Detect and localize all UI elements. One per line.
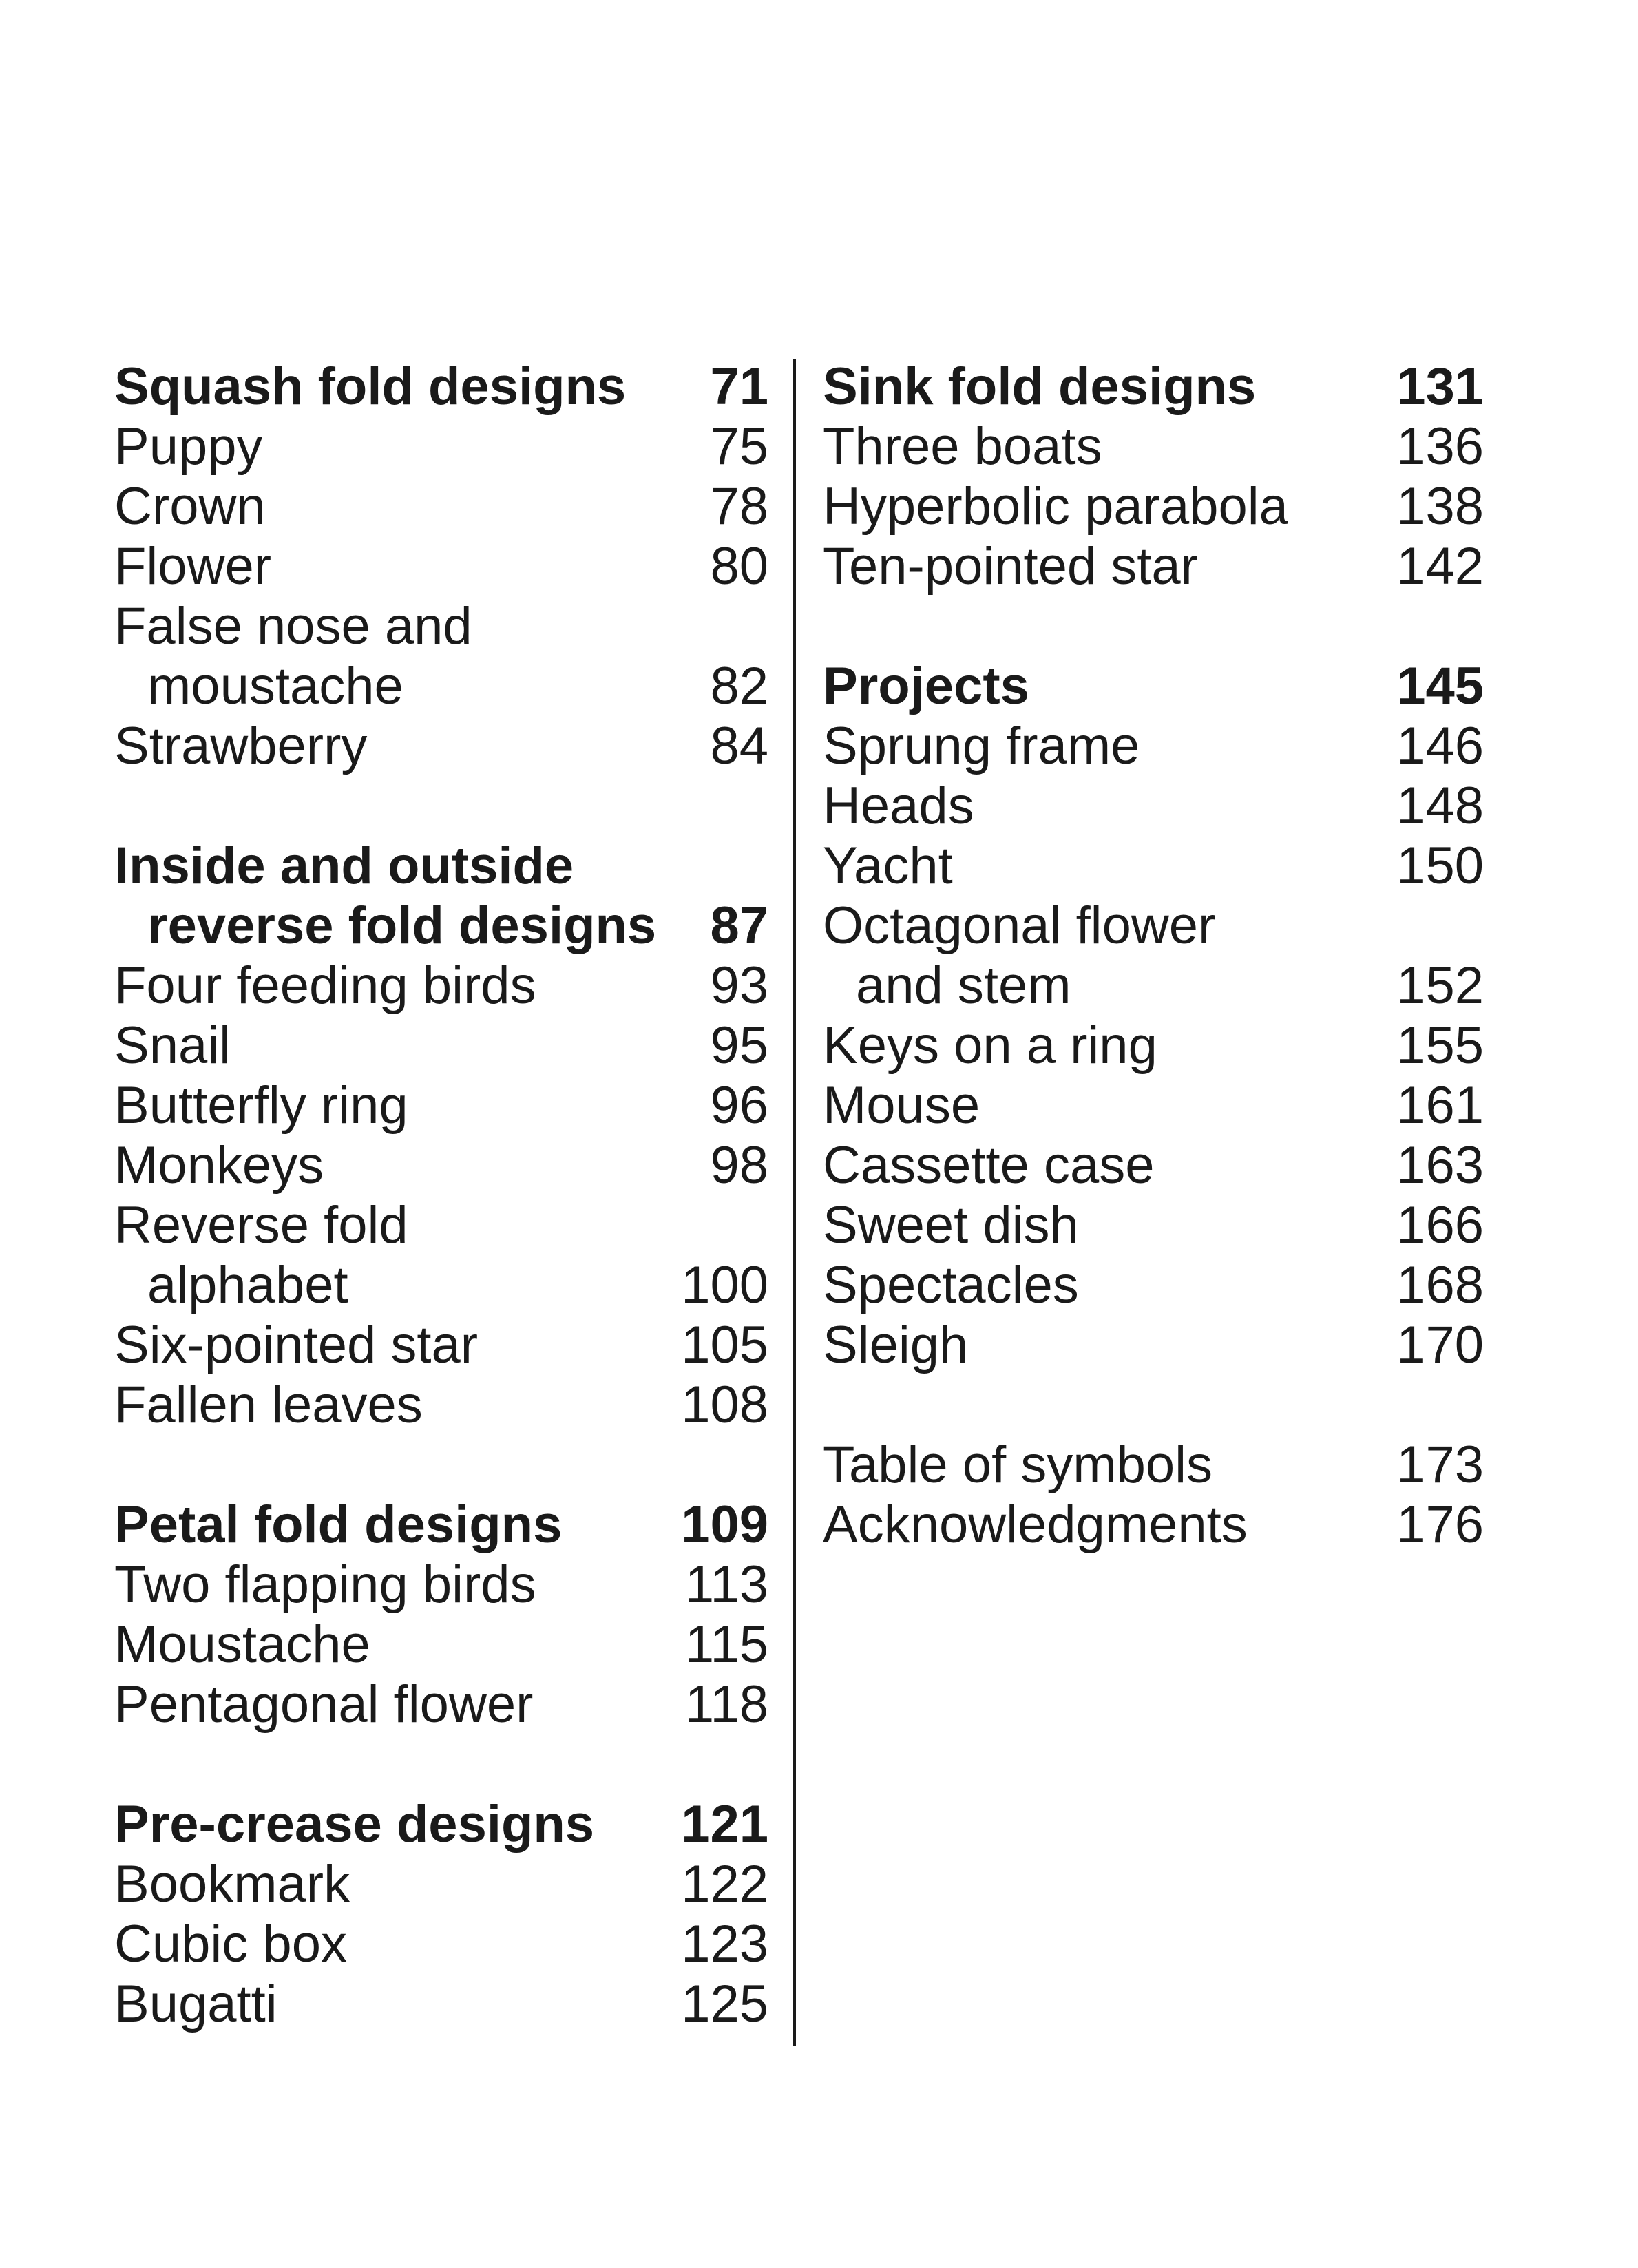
section-spacer <box>114 776 768 836</box>
toc-entry <box>823 1435 1484 1495</box>
toc-entry <box>114 1315 768 1375</box>
toc-entry-title: alphabet <box>147 1256 348 1314</box>
toc-page-number: 123 <box>681 1915 768 1973</box>
toc-entry <box>114 536 768 596</box>
toc-page-number: 155 <box>1396 1016 1484 1075</box>
toc-entry <box>114 1914 768 1974</box>
toc-entry-title: Cubic box <box>114 1915 347 1973</box>
toc-entry-title: Bugatti <box>114 1975 277 2033</box>
toc-section-heading <box>114 836 768 896</box>
toc-page-number: 87 <box>710 896 768 955</box>
toc-entry-title: Table of symbols <box>823 1436 1213 1494</box>
toc-entry-title: Fallen leaves <box>114 1376 423 1434</box>
toc-page-number: 176 <box>1396 1495 1484 1554</box>
toc-page-number: 150 <box>1396 837 1484 895</box>
toc-entry <box>114 1075 768 1135</box>
toc-page-number: 80 <box>710 537 768 596</box>
toc-entry-title: Four feeding birds <box>114 956 536 1015</box>
toc-entry <box>823 1315 1484 1375</box>
toc-page-number: 109 <box>681 1495 768 1554</box>
toc-entry-title: reverse fold designs <box>147 896 657 955</box>
toc-entry-title: Bookmark <box>114 1855 350 1913</box>
toc-entry <box>114 716 768 776</box>
toc-entry <box>114 956 768 1016</box>
section-spacer <box>823 596 1484 656</box>
toc-entry <box>823 776 1484 836</box>
toc-entry <box>114 1615 768 1674</box>
toc-page-number: 170 <box>1396 1316 1484 1374</box>
toc-section-heading <box>114 896 768 956</box>
toc-entry <box>823 476 1484 536</box>
toc-page-number: 96 <box>710 1076 768 1135</box>
toc-left-column <box>114 357 768 2034</box>
toc-page-number: 148 <box>1396 777 1484 835</box>
toc-entry-title: Pre-crease designs <box>114 1795 595 1854</box>
toc-page-number: 78 <box>710 477 768 536</box>
toc-entry-title: Pentagonal flower <box>114 1675 534 1734</box>
toc-page-number: 152 <box>1396 956 1484 1015</box>
toc-section-heading <box>114 357 768 417</box>
toc-page-number: 84 <box>710 717 768 775</box>
toc-entry-title: Sprung frame <box>823 717 1140 775</box>
toc-entry-title: Six-pointed star <box>114 1316 479 1374</box>
toc-entry <box>114 1555 768 1615</box>
toc-entry-title: Snail <box>114 1016 231 1075</box>
toc-page-number: 122 <box>681 1855 768 1913</box>
toc-page-number: 125 <box>681 1975 768 2033</box>
toc-entry <box>114 1854 768 1914</box>
toc-section-heading <box>823 656 1484 716</box>
toc-entry-title: Inside and outside <box>114 837 574 895</box>
toc-entry-title: Flower <box>114 537 272 596</box>
column-divider <box>793 359 796 2046</box>
toc-entry-title: Three boats <box>823 417 1102 476</box>
toc-page-number: 131 <box>1396 357 1484 416</box>
toc-page-number: 100 <box>681 1256 768 1314</box>
toc-page-number: 136 <box>1396 417 1484 476</box>
toc-page-number: 82 <box>710 657 768 715</box>
toc-entry <box>823 1255 1484 1315</box>
toc-entry-title: Puppy <box>114 417 263 476</box>
toc-entry-title: Mouse <box>823 1076 980 1135</box>
toc-entry <box>823 417 1484 476</box>
toc-entry-title: Moustache <box>114 1615 370 1674</box>
toc-entry <box>114 476 768 536</box>
toc-page-number: 146 <box>1396 717 1484 775</box>
toc-entry-title: Yacht <box>823 837 953 895</box>
toc-page-number: 145 <box>1396 657 1484 715</box>
toc-entry-title: Squash fold designs <box>114 357 627 416</box>
toc-entry-title: Octagonal flower <box>823 896 1216 955</box>
toc-entry-title: Heads <box>823 777 974 835</box>
toc-page-number: 138 <box>1396 477 1484 536</box>
toc-entry-title: Monkeys <box>114 1136 324 1195</box>
toc-entry <box>114 417 768 476</box>
toc-entry <box>823 536 1484 596</box>
toc-page-number: 105 <box>681 1316 768 1374</box>
toc-entry <box>114 1255 768 1315</box>
toc-page-number: 95 <box>710 1016 768 1075</box>
toc-entry <box>823 1135 1484 1195</box>
toc-entry-title: Sweet dish <box>823 1196 1079 1254</box>
toc-section-heading <box>823 357 1484 417</box>
toc-page-number: 118 <box>684 1675 768 1734</box>
toc-entry-title: Acknowledgments <box>823 1495 1248 1554</box>
toc-entry <box>823 956 1484 1016</box>
toc-entry-title: Crown <box>114 477 266 536</box>
toc-entry <box>114 1016 768 1075</box>
toc-entry-title: Butterfly ring <box>114 1076 408 1135</box>
toc-entry-title: Spectacles <box>823 1256 1079 1314</box>
toc-entry <box>114 1375 768 1435</box>
toc-page-number: 98 <box>710 1136 768 1195</box>
toc-entry <box>823 1016 1484 1075</box>
toc-entry-title: Keys on a ring <box>823 1016 1157 1075</box>
section-spacer <box>114 1734 768 1794</box>
toc-entry-title: Ten-pointed star <box>823 537 1198 596</box>
toc-right-column <box>823 357 1484 1555</box>
toc-page-number: 166 <box>1396 1196 1484 1254</box>
toc-entry-title: False nose and <box>114 597 472 655</box>
toc-section-heading <box>114 1794 768 1854</box>
toc-entry-title: moustache <box>147 657 403 715</box>
toc-page-number: 168 <box>1396 1256 1484 1314</box>
toc-page-number: 115 <box>684 1615 768 1674</box>
toc-entry-title: Strawberry <box>114 717 368 775</box>
section-spacer <box>114 1435 768 1495</box>
toc-page-number: 142 <box>1396 537 1484 596</box>
toc-entry-title: Two flapping birds <box>114 1555 536 1614</box>
toc-section-heading <box>114 1495 768 1555</box>
toc-page-number: 71 <box>710 357 768 416</box>
toc-entry <box>823 1075 1484 1135</box>
toc-page-number: 113 <box>684 1555 768 1614</box>
toc-entry <box>823 716 1484 776</box>
toc-entry-title: Sink fold designs <box>823 357 1257 416</box>
toc-entry <box>114 1195 768 1255</box>
toc-entry-title: Hyperbolic parabola <box>823 477 1288 536</box>
section-spacer <box>823 1375 1484 1435</box>
toc-entry-title: and stem <box>856 956 1071 1015</box>
toc-entry <box>823 1495 1484 1555</box>
toc-entry <box>114 1974 768 2034</box>
toc-page-number: 121 <box>681 1795 768 1854</box>
toc-page-number: 108 <box>681 1376 768 1434</box>
toc-page-number: 163 <box>1396 1136 1484 1195</box>
toc-entry <box>114 1674 768 1734</box>
toc-page-number: 93 <box>710 956 768 1015</box>
toc-entry-title: Petal fold designs <box>114 1495 563 1554</box>
toc-entry-title: Reverse fold <box>114 1196 408 1254</box>
toc-page-number: 75 <box>710 417 768 476</box>
toc-entry <box>114 656 768 716</box>
toc-entry <box>823 1195 1484 1255</box>
toc-entry <box>823 896 1484 956</box>
toc-entry <box>114 1135 768 1195</box>
toc-entry-title: Sleigh <box>823 1316 969 1374</box>
toc-entry-title: Cassette case <box>823 1136 1155 1195</box>
toc-page-number: 161 <box>1396 1076 1484 1135</box>
toc-entry-title: Projects <box>823 657 1029 715</box>
toc-page-number: 173 <box>1396 1436 1484 1494</box>
toc-entry <box>823 836 1484 896</box>
toc-entry <box>114 596 768 656</box>
